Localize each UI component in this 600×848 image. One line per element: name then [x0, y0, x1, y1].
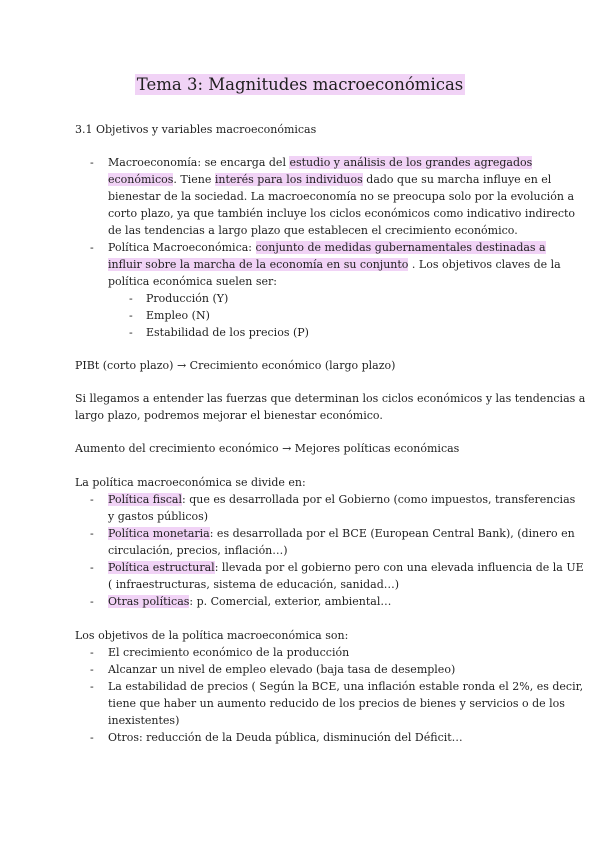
sub-item-produccion: Producción (Y) [146, 292, 229, 305]
macro-line-3: bienestar de la sociedad. La macroeconomía no se preocupa solo por la evolución a [108, 190, 575, 203]
bullet-marker: - [90, 663, 94, 676]
estructural-line-2: ( infraestructuras, sistema de educación, sanidad…) [108, 578, 400, 591]
aumento-line: Aumento del crecimiento económico → Mejores políticas económicas [75, 442, 460, 455]
monetaria-line-1: Política monetaria: es desarrollada por el BCE (European Central Bank), (dinero en [108, 527, 575, 540]
politica-line-1: Política Macroeconómica: conjunto de medidas gubernamentales destinadas a [108, 241, 546, 254]
otras-line: Otras políticas: p. Comercial, exterior, ambiental… [108, 595, 392, 608]
paragraph-line-2: largo plazo, podremos mejorar el bienestar económico. [75, 409, 383, 422]
macro-line-4: corto plazo, ya que también incluye los ciclos económicos como indicativo indirecto [108, 207, 576, 220]
objetivo-2: Alcanzar un nivel de empleo elevado (baja tasa de desempleo) [108, 663, 456, 676]
fiscal-line-1: Política fiscal: que es desarrollada por el Gobierno (como impuestos, transferencias [108, 493, 576, 506]
bullet-marker: - [90, 595, 94, 608]
sub-bullet-marker: - [129, 326, 133, 339]
objetivo-3-line-2: tiene que haber un aumento reducido de los precios de bienes y servicios o de los [108, 697, 565, 710]
macro-line-5: de las tendencias a largo plazo que establecen el crecimiento económico. [108, 224, 518, 237]
sub-bullet-marker: - [129, 309, 133, 322]
politica-line-3: política económica suelen ser: [108, 275, 277, 288]
paragraph-line-1: Si llegamos a entender las fuerzas que determinan los ciclos económicos y las tendencias a [75, 392, 586, 405]
pib-line: PIBt (corto plazo) → Crecimiento económico (largo plazo) [75, 359, 396, 372]
divide-heading: La política macroeconómica se divide en: [75, 476, 306, 489]
estructural-line-1: Política estructural: llevada por el gobierno pero con una elevada influencia de la UE [108, 561, 584, 574]
bullet-marker: - [90, 241, 94, 254]
sub-item-precios: Estabilidad de los precios (P) [146, 326, 309, 339]
macro-line-2: económicos. Tiene interés para los individuos dado que su marcha influye en el [108, 173, 552, 186]
section-heading: 3.1 Objetivos y variables macroeconómicas [75, 123, 317, 136]
objetivo-1: El crecimiento económico de la producción [108, 646, 350, 659]
sub-item-empleo: Empleo (N) [146, 309, 210, 322]
bullet-marker: - [90, 527, 94, 540]
bullet-marker: - [90, 646, 94, 659]
monetaria-line-2: circulación, precios, inflación…) [108, 544, 288, 557]
bullet-marker: - [90, 680, 94, 693]
macro-line-1: Macroeconomía: se encarga del estudio y análisis de los grandes agregados [108, 156, 533, 169]
objetivo-3-line-1: La estabilidad de precios ( Según la BCE, una inflación estable ronda el 2%, es decir, [108, 680, 584, 693]
objetivo-3-line-3: inexistentes) [108, 714, 180, 727]
title-highlight: Tema 3: Magnitudes macroeconómicas [136, 75, 464, 94]
page-title [0, 75, 600, 94]
bullet-marker: - [90, 493, 94, 506]
objetivo-4: Otros: reducción de la Deuda pública, disminución del Déficit… [108, 731, 463, 744]
politica-line-2: influir sobre la marcha de la economía en su conjunto . Los objetivos claves de la [108, 258, 561, 271]
bullet-marker: - [90, 156, 94, 169]
bullet-marker: - [90, 561, 94, 574]
objetivos-heading: Los objetivos de la política macroeconómica son: [75, 629, 349, 642]
fiscal-line-2: y gastos públicos) [108, 510, 209, 523]
bullet-marker: - [90, 731, 94, 744]
sub-bullet-marker: - [129, 292, 133, 305]
